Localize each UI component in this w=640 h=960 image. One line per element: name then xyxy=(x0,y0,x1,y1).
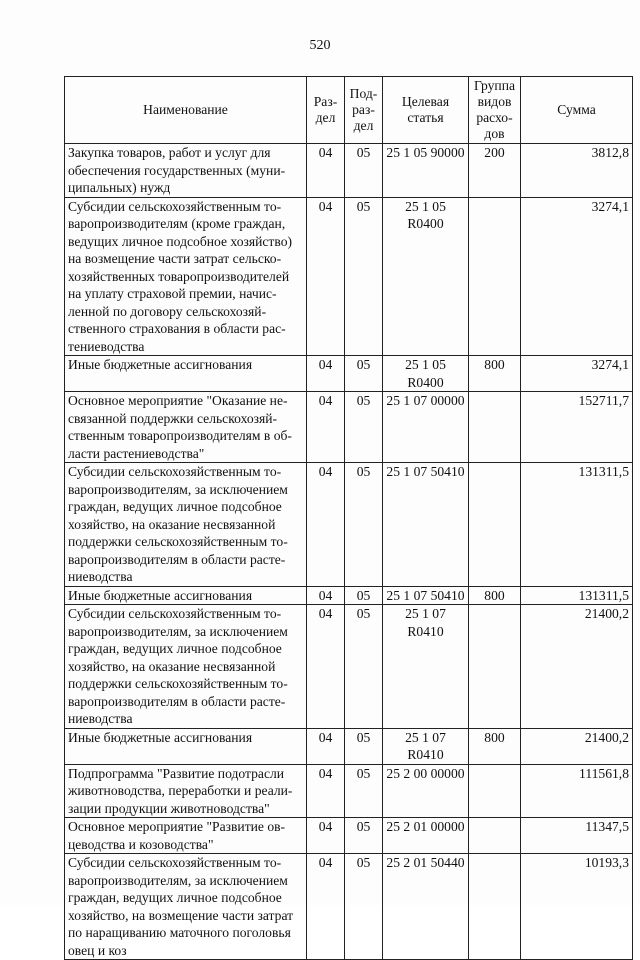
table-row xyxy=(65,605,633,729)
cell-razdel: 04 xyxy=(307,728,345,764)
cell-sum: 21400,2 xyxy=(521,728,633,764)
cell-sum: 21400,2 xyxy=(521,605,633,729)
table-body xyxy=(65,144,633,960)
table-row xyxy=(65,854,633,960)
cell-podrazdel: 05 xyxy=(345,854,383,960)
cell-name: Основное мероприятие "Оказание не- связанной поддержки сельскохозяй- ственным товаропроизводителям в об- ласти растениеводства" xyxy=(65,392,307,463)
cell-razdel: 04 xyxy=(307,818,345,854)
cell-razdel: 04 xyxy=(307,605,345,729)
table-header-row xyxy=(65,77,633,144)
cell-target-article: 25 1 07 50410 xyxy=(383,463,469,587)
cell-podrazdel: 05 xyxy=(345,818,383,854)
cell-target-article: 25 2 00 00000 xyxy=(383,764,469,818)
header-razdel: Раз- дел xyxy=(307,77,345,144)
cell-razdel: 04 xyxy=(307,463,345,587)
cell-podrazdel: 05 xyxy=(345,764,383,818)
cell-target-article: 25 1 05 90000 xyxy=(383,144,469,198)
cell-name: Субсидии сельскохозяйственным то- варопроизводителям, за исключением граждан, ведущих личное подсобное хозяйство, на возмещение части затрат по наращиванию маточного поголовья овец и коз xyxy=(65,854,307,960)
cell-sum: 131311,5 xyxy=(521,586,633,605)
table-row xyxy=(65,392,633,463)
cell-razdel: 04 xyxy=(307,356,345,392)
table-row xyxy=(65,144,633,198)
cell-sum: 131311,5 xyxy=(521,463,633,587)
cell-podrazdel: 05 xyxy=(345,586,383,605)
cell-podrazdel: 05 xyxy=(345,144,383,198)
cell-razdel: 04 xyxy=(307,392,345,463)
cell-name: Субсидии сельскохозяйственным то- варопроизводителям, за исключением граждан, ведущих личное подсобное хозяйство, на оказание несвязанной поддержки сельскохозяйственным то- варопроизводителям в области расте- ниеводства xyxy=(65,605,307,729)
cell-expense-group xyxy=(469,197,521,356)
cell-expense-group: 200 xyxy=(469,144,521,198)
cell-name: Основное мероприятие "Развитие ов- цеводства и козоводства" xyxy=(65,818,307,854)
header-expense-group: Группа видов расхо- дов xyxy=(469,77,521,144)
cell-target-article: 25 1 07 00000 xyxy=(383,392,469,463)
cell-sum: 10193,3 xyxy=(521,854,633,960)
table-row xyxy=(65,197,633,356)
cell-expense-group: 800 xyxy=(469,356,521,392)
cell-razdel: 04 xyxy=(307,197,345,356)
cell-podrazdel: 05 xyxy=(345,728,383,764)
cell-target-article: 25 1 05 R0400 xyxy=(383,197,469,356)
cell-sum: 3812,8 xyxy=(521,144,633,198)
cell-podrazdel: 05 xyxy=(345,392,383,463)
header-sum: Сумма xyxy=(521,77,633,144)
cell-name: Закупка товаров, работ и услуг для обеспечения государственных (муни- ципальных) нужд xyxy=(65,144,307,198)
cell-expense-group xyxy=(469,854,521,960)
cell-razdel: 04 xyxy=(307,764,345,818)
cell-name: Иные бюджетные ассигнования xyxy=(65,728,307,764)
cell-target-article: 25 1 05 R0400 xyxy=(383,356,469,392)
table-row xyxy=(65,463,633,587)
page-number: 520 xyxy=(309,38,331,53)
cell-podrazdel: 05 xyxy=(345,605,383,729)
cell-sum: 111561,8 xyxy=(521,764,633,818)
cell-target-article: 25 1 07 R0410 xyxy=(383,605,469,729)
cell-expense-group xyxy=(469,764,521,818)
cell-expense-group xyxy=(469,818,521,854)
cell-sum: 152711,7 xyxy=(521,392,633,463)
cell-razdel: 04 xyxy=(307,854,345,960)
cell-podrazdel: 05 xyxy=(345,463,383,587)
header-podrazdel: Под- раз- дел xyxy=(345,77,383,144)
cell-expense-group: 800 xyxy=(469,728,521,764)
cell-expense-group xyxy=(469,392,521,463)
cell-target-article: 25 2 01 50440 xyxy=(383,854,469,960)
cell-expense-group xyxy=(469,463,521,587)
cell-expense-group: 800 xyxy=(469,586,521,605)
header-target-article: Целевая статья xyxy=(383,77,469,144)
cell-target-article: 25 1 07 R0410 xyxy=(383,728,469,764)
cell-podrazdel: 05 xyxy=(345,356,383,392)
table-row xyxy=(65,356,633,392)
cell-target-article: 25 1 07 50410 xyxy=(383,586,469,605)
cell-name: Подпрограмма "Развитие подотрасли животноводства, переработки и реали- зации продукции животноводства" xyxy=(65,764,307,818)
cell-podrazdel: 05 xyxy=(345,197,383,356)
header-name: Наименование xyxy=(65,77,307,144)
table-row xyxy=(65,586,633,605)
cell-sum: 3274,1 xyxy=(521,197,633,356)
cell-sum: 3274,1 xyxy=(521,356,633,392)
cell-razdel: 04 xyxy=(307,144,345,198)
budget-table xyxy=(64,76,633,960)
cell-razdel: 04 xyxy=(307,586,345,605)
cell-name: Иные бюджетные ассигнования xyxy=(65,356,307,392)
cell-name: Иные бюджетные ассигнования xyxy=(65,586,307,605)
cell-target-article: 25 2 01 00000 xyxy=(383,818,469,854)
table-row xyxy=(65,818,633,854)
table-row xyxy=(65,764,633,818)
cell-sum: 11347,5 xyxy=(521,818,633,854)
cell-name: Субсидии сельскохозяйственным то- варопроизводителям, за исключением граждан, ведущих личное подсобное хозяйство, на оказание несвязанной поддержки сельскохозяйственным то- варопроизводителям в области расте- ниеводства xyxy=(65,463,307,587)
cell-name: Субсидии сельскохозяйственным то- варопроизводителям (кроме граждан, ведущих личное подсобное хозяйство) на возмещение части затрат сельско- хозяйственных товаропроизводителей на уплату страховой премии, начис- ленной по договору сельскохозяй- ственного страхования в области рас- тениеводства xyxy=(65,197,307,356)
cell-expense-group xyxy=(469,605,521,729)
table-row xyxy=(65,728,633,764)
